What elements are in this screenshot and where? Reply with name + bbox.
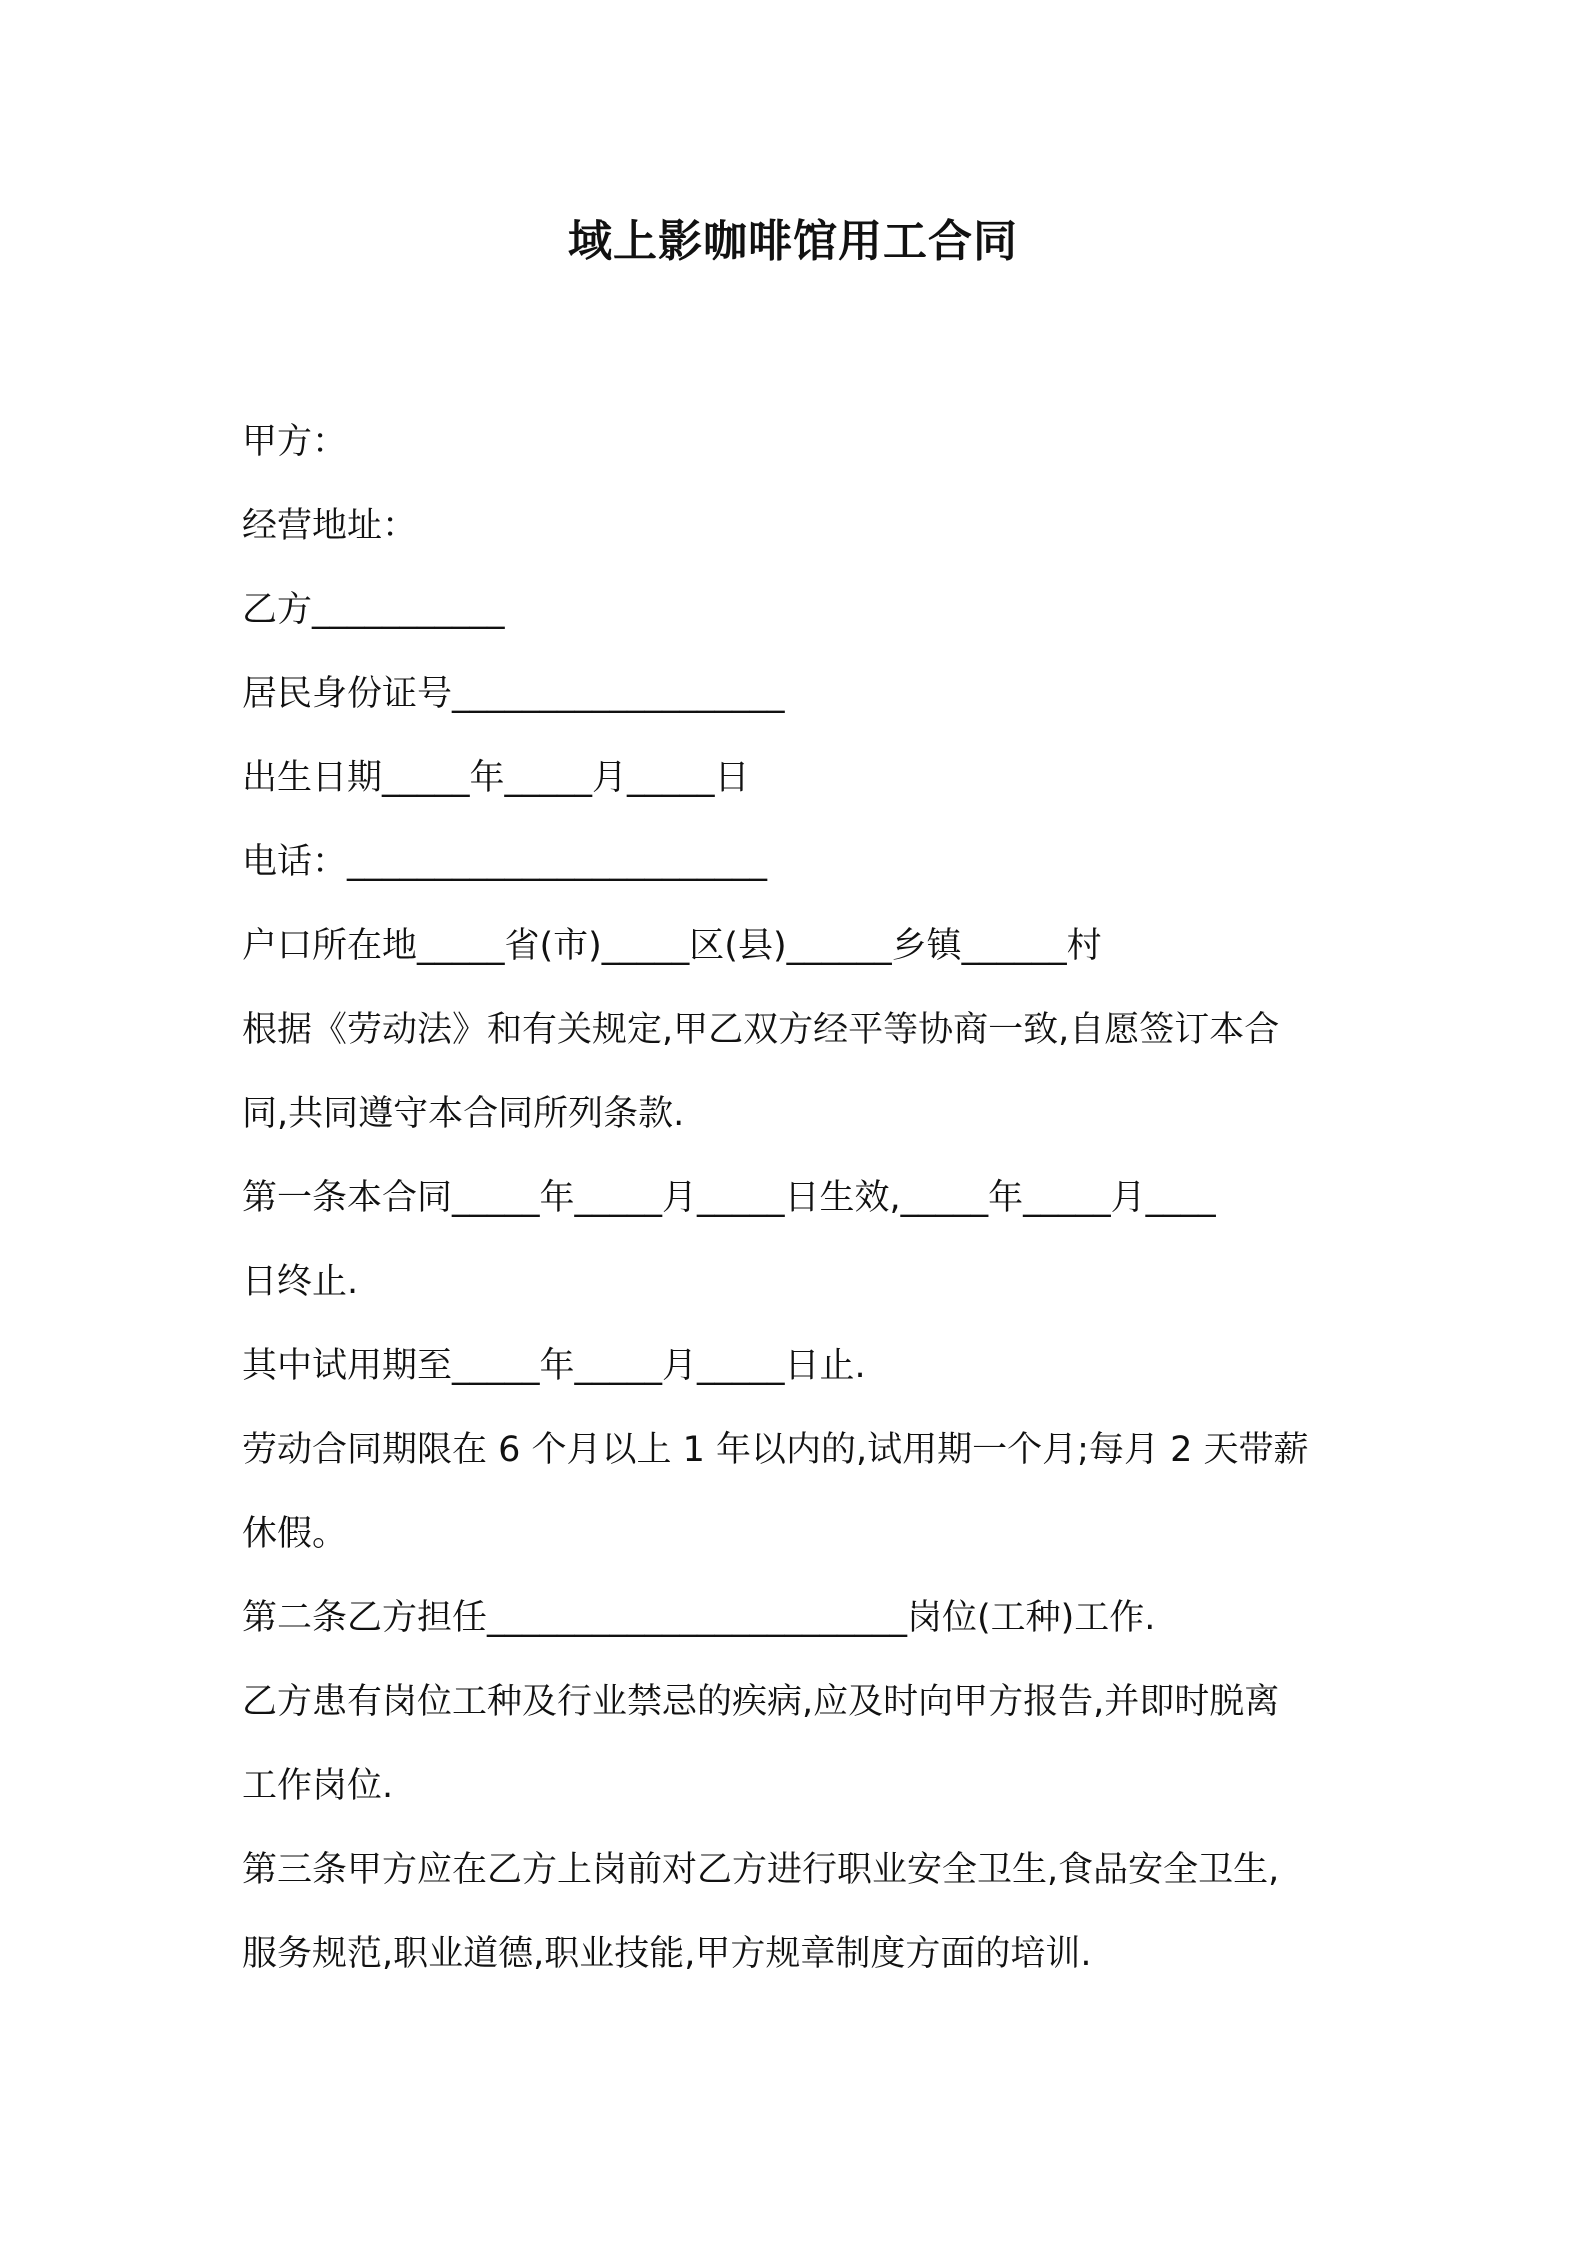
article-1-line-1: 第一条本合同_____年_____月_____日生效,_____年_____月____ [242, 1178, 1216, 1218]
document-body [242, 400, 1362, 1996]
household-registration-line: 户口所在地_____省(市)_____区(县)______乡镇______村 [242, 926, 1102, 966]
phone-line: 电话：________________________ [242, 842, 768, 882]
id-number-line: 居民身份证号___________________ [242, 674, 785, 714]
contract-term-line-2: 休假。 [242, 1514, 348, 1554]
business-address-line: 经营地址： [242, 506, 418, 546]
article-3-line-1: 第三条甲方应在乙方上岗前对乙方进行职业安全卫生,食品安全卫生, [242, 1850, 1280, 1890]
birth-date-line: 出生日期_____年_____月_____日 [242, 758, 750, 798]
contract-term-line-1: 劳动合同期限在 6 个月以上 1 年以内的,试用期一个月;每月 2 天带薪 [242, 1430, 1309, 1470]
article-3-line-2: 服务规范,职业道德,职业技能,甲方规章制度方面的培训. [242, 1934, 1092, 1974]
document-title: 域上影咖啡馆用工合同 [568, 216, 1018, 267]
preamble-line-1: 根据《劳动法》和有关规定,甲乙双方经平等协商一致,自愿签订本合 [242, 1010, 1280, 1050]
probation-line: 其中试用期至_____年_____月_____日止. [242, 1346, 866, 1386]
article-1-line-2: 日终止. [242, 1262, 359, 1302]
party-b-line: 乙方___________ [242, 590, 505, 630]
health-clause-line-2: 工作岗位. [242, 1766, 394, 1806]
party-a-line: 甲方： [242, 422, 348, 462]
article-2-line: 第二条乙方担任________________________岗位(工种)工作. [242, 1598, 1156, 1638]
preamble-line-2: 同,共同遵守本合同所列条款. [242, 1094, 685, 1134]
health-clause-line-1: 乙方患有岗位工种及行业禁忌的疾病,应及时向甲方报告,并即时脱离 [242, 1682, 1280, 1722]
